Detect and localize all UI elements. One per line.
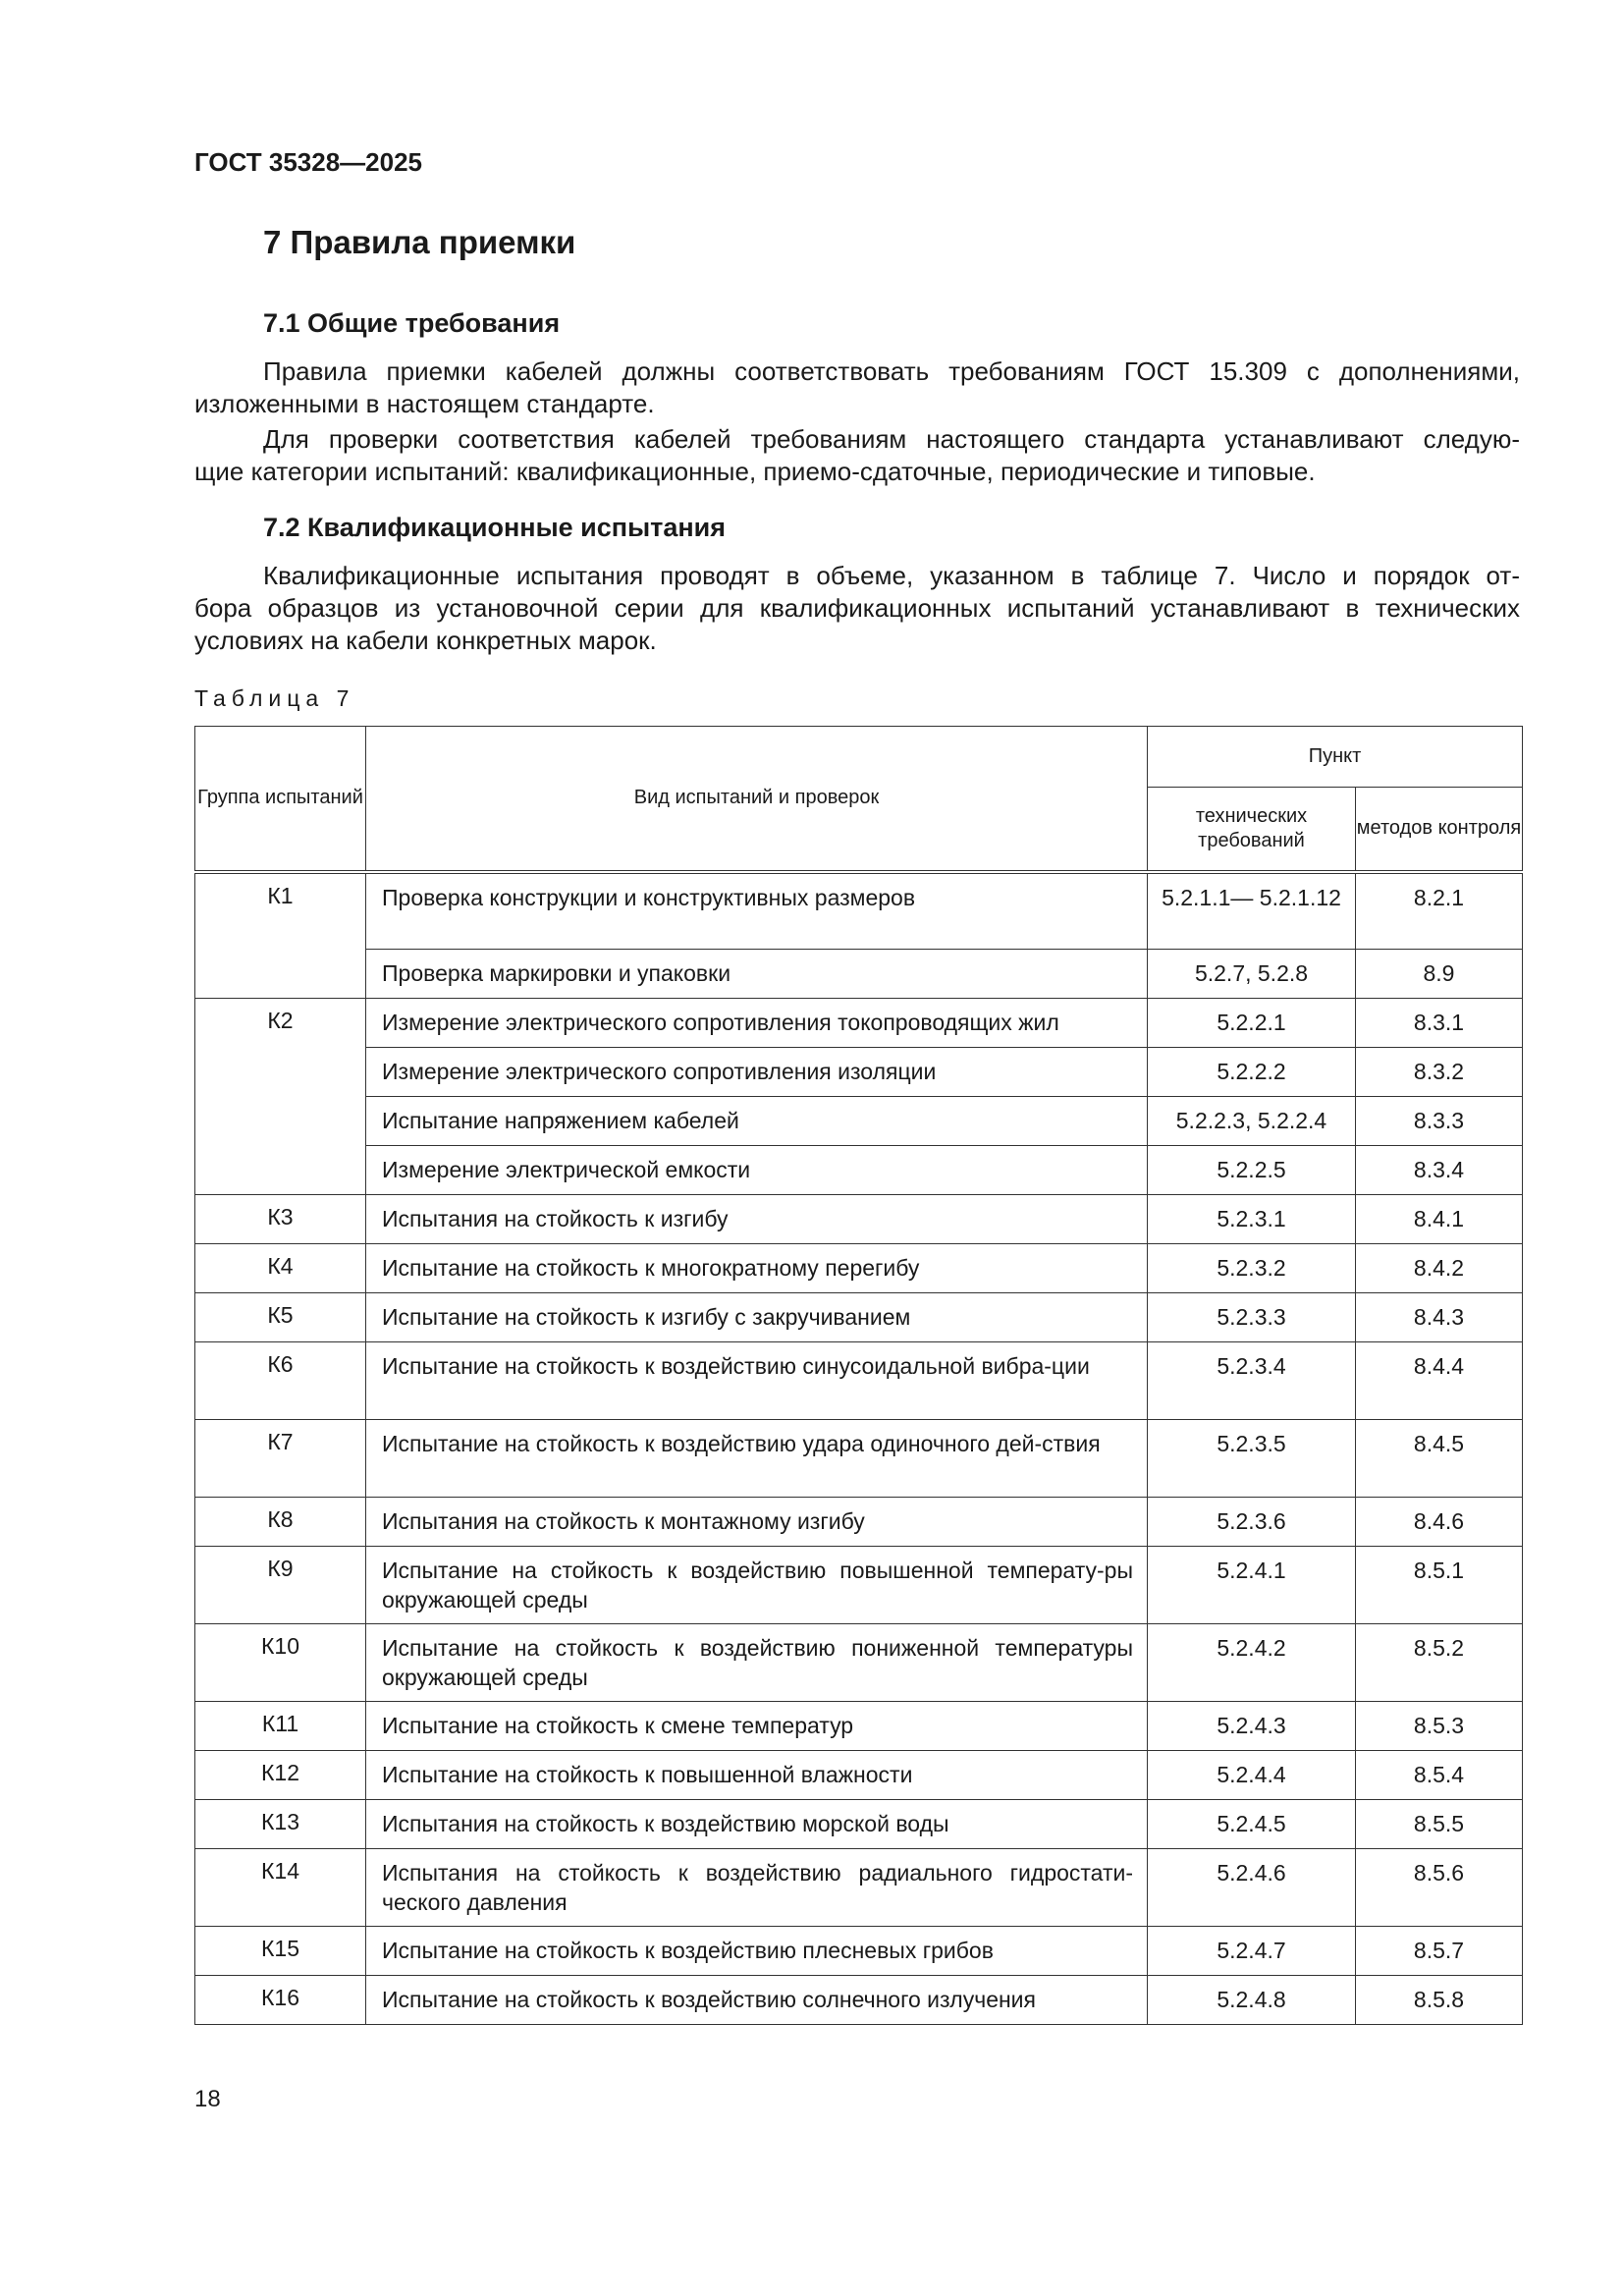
cell-method-clause: 8.4.3 (1356, 1293, 1523, 1342)
cell-tech-clause: 5.2.3.2 (1148, 1244, 1356, 1293)
table-row (195, 1927, 1523, 1976)
table-row (195, 1146, 1523, 1195)
paragraph-line: условиях на кабели конкретных марок. (194, 626, 657, 655)
cell-group: К12 (195, 1751, 366, 1800)
paragraph-qualification-tests (194, 560, 1520, 657)
cell-method-clause: 8.5.4 (1356, 1751, 1523, 1800)
cell-tech-clause: 5.2.4.7 (1148, 1927, 1356, 1976)
cell-tech-clause: 5.2.2.1 (1148, 999, 1356, 1048)
table-row (195, 1244, 1523, 1293)
cell-tech-clause: 5.2.7, 5.2.8 (1148, 950, 1356, 999)
cell-test-name: Проверка конструкции и конструктивных размеров (366, 872, 1148, 950)
cell-tech-clause: 5.2.3.4 (1148, 1342, 1356, 1420)
paragraph-line: щие категории испытаний: квалификационные, приемо-сдаточные, периодические и типовые. (194, 457, 1316, 486)
table-row (195, 1751, 1523, 1800)
cell-group: К7 (195, 1420, 366, 1498)
cell-tech-clause: 5.2.2.3, 5.2.2.4 (1148, 1097, 1356, 1146)
cell-method-clause: 8.4.1 (1356, 1195, 1523, 1244)
cell-test-name: Испытания на стойкость к воздействию радиального гидростати-ческого давления (366, 1849, 1148, 1927)
paragraph-acceptance-rules (194, 355, 1520, 420)
cell-tech-clause: 5.2.3.3 (1148, 1293, 1356, 1342)
cell-test-name: Испытание на стойкость к смене температур (366, 1702, 1148, 1751)
cell-group: К4 (195, 1244, 366, 1293)
table-row (195, 1976, 1523, 2025)
cell-group: К8 (195, 1498, 366, 1547)
cell-test-name: Измерение электрической емкости (366, 1146, 1148, 1195)
table-row (195, 1800, 1523, 1849)
header-kind: Вид испытаний и проверок (366, 727, 1148, 872)
paragraph-line: изложенными в настоящем стандарте. (194, 389, 655, 418)
cell-method-clause: 8.2.1 (1356, 872, 1523, 950)
cell-test-name: Испытание на стойкость к воздействию удара одиночного дей-ствия (366, 1420, 1148, 1498)
cell-method-clause: 8.3.2 (1356, 1048, 1523, 1097)
table-row (195, 1293, 1523, 1342)
paragraph-line: бора образцов из установочной серии для квалификационных испытаний устанавливают в технических (194, 593, 1520, 623)
cell-method-clause: 8.5.7 (1356, 1927, 1523, 1976)
table-row (195, 872, 1523, 950)
cell-group: К6 (195, 1342, 366, 1420)
cell-method-clause: 8.5.6 (1356, 1849, 1523, 1927)
cell-group: К13 (195, 1800, 366, 1849)
cell-tech-clause: 5.2.3.5 (1148, 1420, 1356, 1498)
header-tech-requirements: технических требований (1148, 788, 1356, 872)
cell-group: К5 (195, 1293, 366, 1342)
table-row (195, 1849, 1523, 1927)
table-row (195, 1547, 1523, 1624)
cell-test-name: Измерение электрического сопротивления изоляции (366, 1048, 1148, 1097)
cell-tech-clause: 5.2.3.6 (1148, 1498, 1356, 1547)
paragraph-line: Для проверки соответствия кабелей требованиям настоящего стандарта устанавливают следую- (263, 424, 1520, 454)
cell-method-clause: 8.3.4 (1356, 1146, 1523, 1195)
subsection-title-general: 7.1 Общие требования (263, 308, 561, 338)
section-title: 7 Правила приемки (263, 224, 576, 260)
cell-test-name: Проверка маркировки и упаковки (366, 950, 1148, 999)
page-number: 18 (194, 2086, 221, 2112)
subsection-title-qualification: 7.2 Квалификационные испытания (263, 513, 727, 542)
cell-tech-clause: 5.2.4.4 (1148, 1751, 1356, 1800)
cell-group: К11 (195, 1702, 366, 1751)
cell-method-clause: 8.5.5 (1356, 1800, 1523, 1849)
cell-test-name: Испытание на стойкость к воздействию синусоидальной вибра-ции (366, 1342, 1148, 1420)
cell-group: К9 (195, 1547, 366, 1624)
table-row (195, 999, 1523, 1048)
table-caption: Таблица 7 (194, 685, 355, 711)
cell-test-name: Испытание на стойкость к изгибу с закручиванием (366, 1293, 1148, 1342)
header-clause: Пункт (1148, 727, 1523, 788)
cell-group: К16 (195, 1976, 366, 2025)
cell-tech-clause: 5.2.1.1— 5.2.1.12 (1148, 872, 1356, 950)
cell-method-clause: 8.5.1 (1356, 1547, 1523, 1624)
cell-method-clause: 8.5.8 (1356, 1976, 1523, 2025)
cell-method-clause: 8.4.6 (1356, 1498, 1523, 1547)
cell-method-clause: 8.5.2 (1356, 1624, 1523, 1702)
cell-group: К1 (195, 872, 366, 999)
cell-group: К10 (195, 1624, 366, 1702)
cell-method-clause: 8.4.4 (1356, 1342, 1523, 1420)
cell-test-name: Испытание на стойкость к воздействию пониженной температуры окружающей среды (366, 1624, 1148, 1702)
paragraph-test-categories (194, 423, 1520, 488)
document-code: ГОСТ 35328—2025 (194, 147, 422, 177)
cell-tech-clause: 5.2.2.2 (1148, 1048, 1356, 1097)
cell-test-name: Испытания на стойкость к воздействию морской воды (366, 1800, 1148, 1849)
cell-tech-clause: 5.2.4.5 (1148, 1800, 1356, 1849)
cell-tech-clause: 5.2.3.1 (1148, 1195, 1356, 1244)
table-row (195, 1702, 1523, 1751)
cell-test-name: Испытание на стойкость к воздействию солнечного излучения (366, 1976, 1148, 2025)
cell-tech-clause: 5.2.4.8 (1148, 1976, 1356, 2025)
cell-test-name: Испытание на стойкость к многократному перегибу (366, 1244, 1148, 1293)
cell-method-clause: 8.3.3 (1356, 1097, 1523, 1146)
cell-method-clause: 8.5.3 (1356, 1702, 1523, 1751)
table-row (195, 1420, 1523, 1498)
cell-tech-clause: 5.2.2.5 (1148, 1146, 1356, 1195)
cell-tech-clause: 5.2.4.3 (1148, 1702, 1356, 1751)
cell-tech-clause: 5.2.4.6 (1148, 1849, 1356, 1927)
paragraph-line: Правила приемки кабелей должны соответствовать требованиям ГОСТ 15.309 с дополнениями, (263, 356, 1520, 386)
cell-test-name: Испытание на стойкость к воздействию повышенной температу-ры окружающей среды (366, 1547, 1148, 1624)
cell-tech-clause: 5.2.4.1 (1148, 1547, 1356, 1624)
cell-method-clause: 8.9 (1356, 950, 1523, 999)
cell-method-clause: 8.4.5 (1356, 1420, 1523, 1498)
cell-tech-clause: 5.2.4.2 (1148, 1624, 1356, 1702)
cell-method-clause: 8.3.1 (1356, 999, 1523, 1048)
table-row (195, 950, 1523, 999)
header-control-methods: методов контроля (1356, 788, 1523, 872)
cell-group: К15 (195, 1927, 366, 1976)
table-row (195, 1624, 1523, 1702)
cell-group: К3 (195, 1195, 366, 1244)
cell-test-name: Испытания на стойкость к монтажному изгибу (366, 1498, 1148, 1547)
tests-table (194, 726, 1523, 2025)
cell-group: К14 (195, 1849, 366, 1927)
cell-test-name: Испытание напряжением кабелей (366, 1097, 1148, 1146)
paragraph-line: Квалификационные испытания проводят в объеме, указанном в таблице 7. Число и порядок от- (263, 561, 1520, 590)
table-row (195, 1097, 1523, 1146)
table-row (195, 1342, 1523, 1420)
cell-group: К2 (195, 999, 366, 1195)
cell-test-name: Испытание на стойкость к воздействию плесневых грибов (366, 1927, 1148, 1976)
cell-test-name: Испытания на стойкость к изгибу (366, 1195, 1148, 1244)
table-row (195, 1195, 1523, 1244)
table-row (195, 1498, 1523, 1547)
cell-method-clause: 8.4.2 (1356, 1244, 1523, 1293)
header-group: Группа испытаний (195, 727, 366, 872)
cell-test-name: Испытание на стойкость к повышенной влажности (366, 1751, 1148, 1800)
cell-test-name: Измерение электрического сопротивления токопроводящих жил (366, 999, 1148, 1048)
table-row (195, 1048, 1523, 1097)
